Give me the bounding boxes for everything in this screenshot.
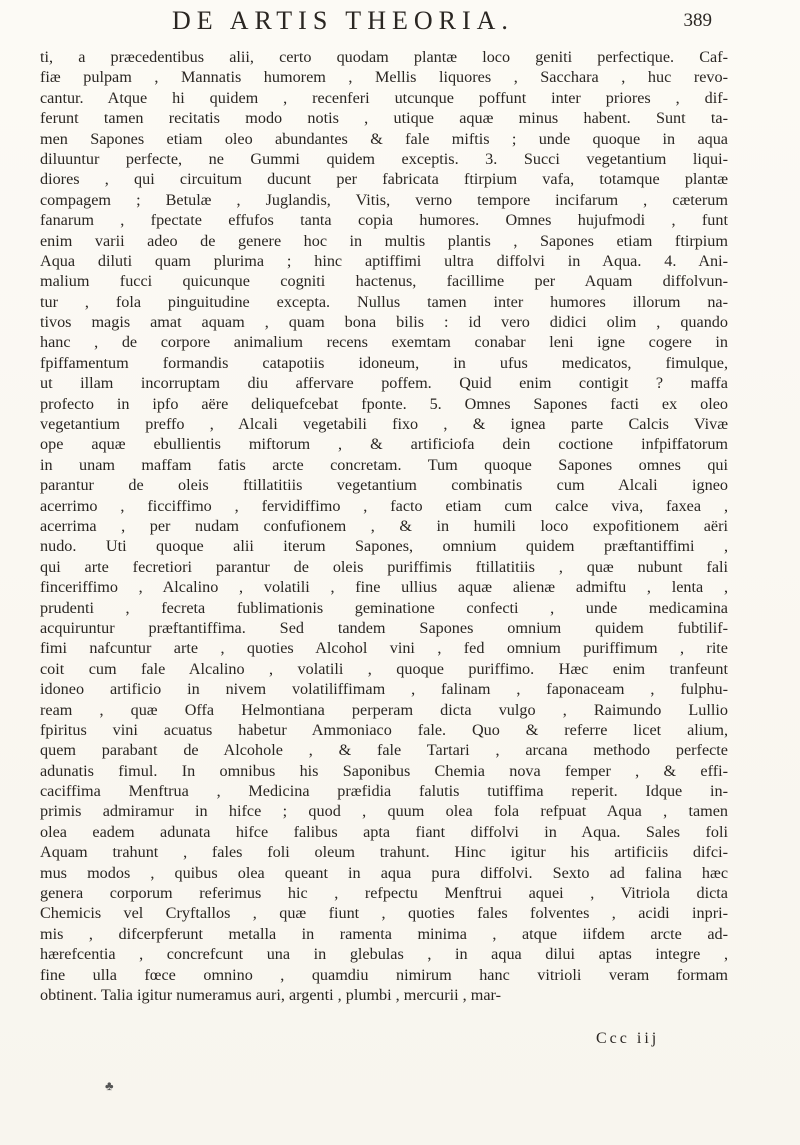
text-line: fiæ pulpam , Mannatis humorem , Mellis liquores , Sacchara , huc revo-: [40, 68, 728, 87]
text-line: qui arte fecretiori parantur de oleis puriffimis ftillatitiis , quæ nubunt fali: [40, 557, 728, 576]
text-line: Aqua diluti quam plurima ; hinc aptiffimi ultra diffolvi in Aqua. 4. Ani-: [40, 251, 728, 270]
text-line: vegetantium preffo , Alcali vegetabili fixo , & ignea parte Calcis Vivæ: [40, 415, 728, 434]
text-line: cantur. Atque hi quidem , recenferi utcunque poffunt inter priores , dif-: [40, 88, 728, 107]
text-line: in unam maffam fatis arcte concretam. Tum quoque Sapones omnes qui: [40, 455, 728, 474]
text-line: coit cum fale Alcalino , volatili , quoque puriffimo. Hæc enim tranfeunt: [40, 659, 728, 678]
page-header: [160, 0, 720, 40]
text-line: tur , fola pinguitudine excepta. Nullus tamen inter humores illorum na-: [40, 292, 728, 311]
text-line: tivos magis amat aquam , quam bona bilis : id vero didici olim , quando: [40, 313, 728, 332]
running-title: DE ARTIS THEORIA.: [172, 6, 514, 35]
text-line: fpiritus vini acuatus habetur Ammoniaco fale. Quo & referre licet alium,: [40, 720, 728, 739]
text-line: ream , quæ Offa Helmontiana perperam dicta vulgo , Raimundo Lullio: [40, 700, 728, 719]
text-line: nudo. Uti quoque alii iterum Sapones, omnium quidem præftantiffimi ,: [40, 537, 728, 556]
text-line: ut illam incorruptam diu affervare poffem. Quid enim contigit ? maffa: [40, 374, 728, 393]
text-line: quem parabant de Alcohole , & fale Tartari , arcana methodo perfecte: [40, 741, 728, 760]
text-line: profecto in ipfo aëre deliquefcebat fponte. 5. Omnes Sapones facti ex oleo: [40, 394, 728, 413]
text-line: Aquam trahunt , fales foli oleum trahunt. Hinc igitur his artificiis difci-: [40, 843, 728, 862]
text-line: mis , difcerpferunt metalla in ramenta minima , atque iifdem arcte ad-: [40, 924, 728, 943]
text-line: prudenti , fecreta fublimationis geminatione confecti , unde medicamina: [40, 598, 728, 617]
text-line: diluuntur perfecte, ne Gummi quidem exceptis. 3. Succi vegetantium liqui-: [40, 149, 728, 168]
text-line: hanc , de corpore animalium recens exemtam conabar leni igne cogere in: [40, 333, 728, 352]
text-line: fimi nafcuntur arte , quoties Alcohol vini , fed omnium puriffimum , rite: [40, 639, 728, 658]
text-line: ti, a præcedentibus alii, certo quodam plantæ loco geniti perfectique. Caf-: [40, 48, 728, 66]
text-line: finceriffimo , Alcalino , volatili , fine ullius aquæ alienæ admiftu , lenta ,: [40, 578, 728, 597]
page-number: 389: [683, 10, 712, 31]
text-line: diores , qui circuitum ducunt per fabricata ftirpium vafa, totamque plantæ: [40, 170, 728, 189]
text-line: fpiffamentum formandis catapotiis idoneum, in ufus medicatos, fimulque,: [40, 353, 728, 372]
text-line: primis admiramur in hifce ; quod , quum olea fola refpuat Aqua , tamen: [40, 802, 728, 821]
text-line: hærefcentia , concrefcunt una in glebulas , in aqua dilui aptas integre ,: [40, 945, 728, 964]
text-line: ferunt tamen recitatis modo notis , utique aquæ minus habent. Sunt ta-: [40, 109, 728, 128]
text-line: fanarum , fpectate effufos tanta copia humores. Omnes hujufmodi , funt: [40, 211, 728, 230]
text-line: acerrima , per nudam confufionem , & in humili loco expofitionem aëri: [40, 516, 728, 535]
text-line: genera corporum referimus hic , refpectu Menftrui aquei , Vitriola dicta: [40, 884, 728, 903]
text-line: parantur de oleis ftillatitiis vegetantium combinatis cum Alcali igneo: [40, 476, 728, 495]
text-line: idoneo artificio in nivem volatiliffimam , falinam , faponaceam , fulphu-: [40, 680, 728, 699]
printers-mark: ♣: [105, 1078, 114, 1093]
text-line: acerrimo , ficciffimo , fervidiffimo , facto etiam cum calce viva, faxea ,: [40, 496, 728, 515]
text-line: obtinent. Talia igitur numeramus auri, argenti , plumbi , mercurii , mar-: [40, 985, 501, 1004]
text-line: fine ulla fœce omnino , quamdiu nimirum hanc vitrioli veram formam: [40, 965, 728, 984]
signature-mark: Ccc iij: [596, 1030, 660, 1047]
text-line: olea eadem adunata hifce falibus apta fiant diffolvi in Aqua. Sales foli: [40, 822, 728, 841]
text-line: compagem ; Betulæ , Juglandis, Vitis, verno tempore incifarum , cæterum: [40, 190, 728, 209]
text-line: men Sapones etiam oleo abundantes & fale miftis ; unde quoque in aqua: [40, 129, 728, 148]
text-line: enim varii adeo de genere hoc in multis plantis , Sapones etiam ftirpium: [40, 231, 728, 250]
text-line: acquiruntur præftantiffima. Sed tandem Sapones omnium quidem fubtilif-: [40, 618, 728, 637]
text-line: Chemicis vel Cryftallos , quæ fiunt , quoties fales folventes , acidi inpri-: [40, 904, 728, 923]
text-line: ope aquæ ebullientis miftorum , & artificiofa dein coctione infpiffatorum: [40, 435, 728, 454]
text-line: caciffima Menftrua , Medicina præfidia falutis tutiffima reperit. Idque in-: [40, 782, 728, 801]
text-line: malium fucci quicunque cogniti hactenus, facillime per Aquam diffolvun-: [40, 272, 728, 291]
text-line: mus modos , quibus olea queant in aqua pura diffolvi. Sexto ad falina hæc: [40, 863, 728, 882]
body-text: [40, 47, 728, 1005]
text-line: adunatis fimul. In omnibus his Saponibus Chemia nova femper , & effi-: [40, 761, 728, 780]
